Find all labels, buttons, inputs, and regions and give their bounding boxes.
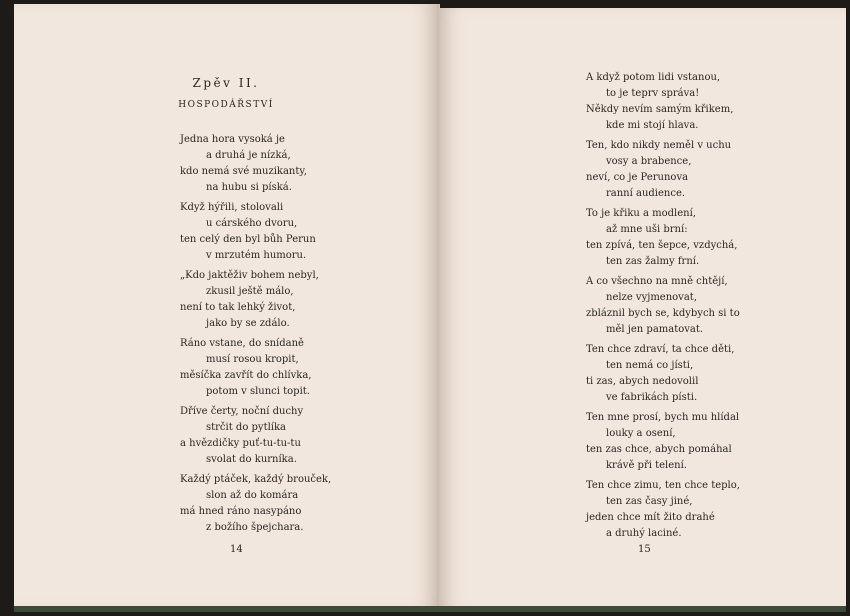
- verse-line: Ráno vstane, do snídaně: [180, 338, 304, 349]
- stanza: [586, 342, 734, 406]
- verse-line: ten zpívá, ten šepce, vzdychá,: [586, 240, 738, 251]
- verse-line: vosy a brabence,: [606, 156, 692, 167]
- stanza: [180, 404, 303, 468]
- stanza: [180, 132, 307, 196]
- stanza: [180, 268, 319, 332]
- verse-line: musí rosou kropit,: [206, 354, 299, 365]
- verse-line: ten celý den byl bůh Perun: [180, 234, 316, 245]
- verse-line: měl jen pamatovat.: [606, 324, 704, 335]
- verse-line: na hubu si píská.: [206, 182, 292, 193]
- verse-line: krávě při telení.: [606, 460, 687, 471]
- verse-line: u cárského dvoru,: [206, 218, 298, 229]
- stanza: [180, 200, 316, 264]
- verse-line: jeden chce mít žito drahé: [586, 512, 715, 523]
- verse-line: nelze vyjmenovat,: [606, 292, 697, 303]
- verse-line: kdo nemá své muzikanty,: [180, 166, 307, 177]
- stanza: [180, 336, 311, 400]
- verse-line: Ten chce zdraví, ta chce děti,: [586, 344, 735, 355]
- verse-line: Když hýřili, stolovali: [180, 202, 284, 213]
- stanza: [586, 206, 737, 270]
- page-number: 15: [638, 544, 651, 555]
- verse-line: ten zas časy jiné,: [606, 496, 693, 507]
- verse-line: v mrzutém humoru.: [206, 250, 307, 261]
- stanza: [586, 70, 733, 134]
- right-page: [438, 8, 846, 610]
- verse-line: louky a osení,: [606, 428, 676, 439]
- verse-line: A když potom lidi vstanou,: [586, 72, 721, 83]
- stanza: [586, 410, 739, 474]
- verse-line: slon až do komára: [206, 490, 299, 501]
- verse-line: a druhý laciné.: [606, 528, 682, 539]
- verse-line: potom v slunci topit.: [206, 386, 310, 397]
- stanza: [586, 274, 740, 338]
- stanza: [586, 138, 731, 202]
- section-title: HOSPODÁŘSTVÍ: [178, 100, 274, 110]
- verse-line: jako by se zdálo.: [206, 318, 290, 329]
- verse-line: neví, co je Perunova: [586, 172, 689, 183]
- song-title: Zpěv II.: [192, 76, 260, 90]
- verse-line: Každý ptáček, každý brouček,: [180, 474, 332, 485]
- verse-line: Jedna hora vysoká je: [180, 134, 285, 145]
- verse-line: A co všechno na mně chtějí,: [586, 276, 728, 287]
- left-page: [14, 4, 438, 608]
- verse-line: „Kdo jaktěživ bohem nebyl,: [180, 270, 319, 281]
- verse-line: kde mi stojí hlava.: [606, 120, 699, 131]
- verse-line: ten nemá co jísti,: [606, 360, 694, 371]
- verse-line: to je teprv správa!: [606, 88, 700, 99]
- verse-line: To je křiku a modlení,: [586, 208, 696, 219]
- verse-line: a hvězdičky puť-tu-tu-tu: [180, 438, 301, 449]
- verse-line: ve fabrikách písti.: [606, 392, 698, 403]
- verse-line: ten zas chce, abych pomáhal: [586, 444, 732, 455]
- verse-line: svolat do kurníka.: [206, 454, 297, 465]
- verse-line: a druhá je nízká,: [206, 150, 291, 161]
- verse-line: měsíčka zavřít do chlívka,: [180, 370, 312, 381]
- verse-line: má hned ráno nasypáno: [180, 506, 302, 517]
- verse-line: ten zas žalmy frní.: [606, 256, 700, 267]
- verse-line: Ten, kdo nikdy neměl v uchu: [586, 140, 732, 151]
- stanza: [586, 478, 740, 542]
- verse-line: ranní audience.: [606, 188, 686, 199]
- stanza: [180, 472, 331, 536]
- verse-line: zbláznil bych se, kdybych si to: [586, 308, 740, 319]
- verse-line: Někdy nevím samým křikem,: [586, 104, 734, 115]
- page-number: 14: [230, 544, 243, 555]
- verse-line: ti zas, abych nedovolil: [586, 376, 699, 387]
- verse-line: z božího špejchara.: [206, 522, 304, 533]
- verse-line: zkusil ještě málo,: [206, 286, 294, 297]
- verse-line: strčit do pytlíka: [206, 422, 287, 433]
- book-bottom-edge: [14, 606, 846, 612]
- verse-line: Dříve čerty, noční duchy: [180, 406, 304, 417]
- verse-line: až mne uši brní:: [606, 224, 688, 235]
- verse-line: není to tak lehký život,: [180, 302, 296, 313]
- verse-line: Ten mne prosí, bych mu hlídal: [586, 412, 740, 423]
- verse-line: Ten chce zimu, ten chce teplo,: [586, 480, 740, 491]
